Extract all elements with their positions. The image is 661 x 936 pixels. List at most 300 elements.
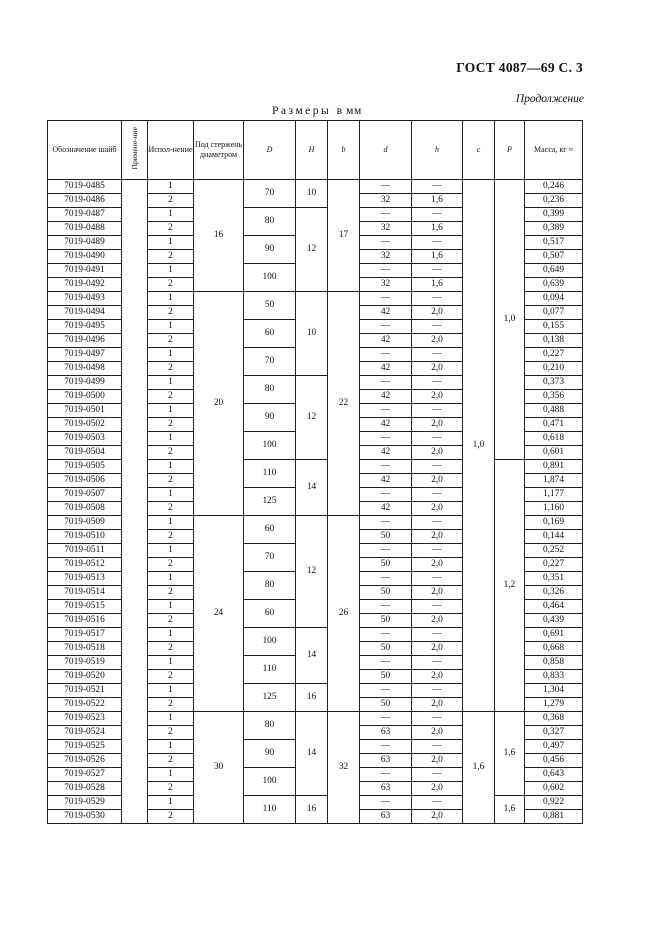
mass-cell: 0,155 <box>525 320 583 334</box>
rod-diameter-cell: 30 <box>194 712 244 824</box>
version-cell: 2 <box>148 362 194 376</box>
mass-cell: 0,227 <box>525 348 583 362</box>
d-cell: 42 <box>360 446 412 460</box>
h-cell: — <box>412 320 463 334</box>
version-cell: 1 <box>148 180 194 194</box>
designation-cell: 7019-0523 <box>48 712 122 726</box>
units-word: Размеры <box>272 105 332 117</box>
d-cell: 63 <box>360 726 412 740</box>
d-cell: 42 <box>360 390 412 404</box>
D-cell: 70 <box>244 180 296 208</box>
h-cell: — <box>412 348 463 362</box>
b-cell: 32 <box>328 712 360 824</box>
h-cell: — <box>412 292 463 306</box>
h-cell: — <box>412 264 463 278</box>
col-mass: Масса, кг ≈ <box>525 121 583 180</box>
version-cell: 2 <box>148 390 194 404</box>
version-cell: 2 <box>148 222 194 236</box>
h-cell: 2,0 <box>412 306 463 320</box>
designation-cell: 7019-0510 <box>48 530 122 544</box>
h-cell: 2,0 <box>412 558 463 572</box>
h-cell: 2,0 <box>412 586 463 600</box>
mass-cell: 0,691 <box>525 628 583 642</box>
h-cell: — <box>412 236 463 250</box>
mass-cell: 0,169 <box>525 516 583 530</box>
version-cell: 1 <box>148 236 194 250</box>
mass-cell: 1,177 <box>525 488 583 502</box>
designation-cell: 7019-0517 <box>48 628 122 642</box>
d-cell: — <box>360 208 412 222</box>
version-cell: 2 <box>148 670 194 684</box>
mass-cell: 0,356 <box>525 390 583 404</box>
h-cell: 2,0 <box>412 334 463 348</box>
mass-cell: 0,858 <box>525 656 583 670</box>
mass-cell: 0,389 <box>525 222 583 236</box>
version-cell: 2 <box>148 782 194 796</box>
mass-cell: 0,881 <box>525 810 583 824</box>
d-cell: 63 <box>360 810 412 824</box>
designation-cell: 7019-0497 <box>48 348 122 362</box>
h-cell: 2,0 <box>412 474 463 488</box>
mass-cell: 0,497 <box>525 740 583 754</box>
washer-dimensions-table <box>47 120 583 824</box>
designation-cell: 7019-0500 <box>48 390 122 404</box>
D-cell: 90 <box>244 740 296 768</box>
h-cell: 1,6 <box>412 194 463 208</box>
mass-cell: 0,668 <box>525 642 583 656</box>
application-cell <box>122 180 148 824</box>
D-cell: 60 <box>244 320 296 348</box>
H-cell: 12 <box>296 208 328 292</box>
h-cell: — <box>412 180 463 194</box>
h-cell: — <box>412 684 463 698</box>
P-cell: 1,2 <box>495 460 525 712</box>
h-cell: — <box>412 404 463 418</box>
mass-cell: 0,602 <box>525 782 583 796</box>
d-cell: — <box>360 404 412 418</box>
units-caption <box>272 105 362 117</box>
col-d: d <box>360 121 412 180</box>
version-cell: 2 <box>148 474 194 488</box>
designation-cell: 7019-0492 <box>48 278 122 292</box>
version-cell: 2 <box>148 306 194 320</box>
version-cell: 1 <box>148 516 194 530</box>
h-cell: 2,0 <box>412 446 463 460</box>
version-cell: 1 <box>148 572 194 586</box>
version-cell: 2 <box>148 642 194 656</box>
designation-cell: 7019-0521 <box>48 684 122 698</box>
version-cell: 1 <box>148 320 194 334</box>
d-cell: 42 <box>360 334 412 348</box>
d-cell: — <box>360 796 412 810</box>
H-cell: 16 <box>296 684 328 712</box>
h-cell: — <box>412 712 463 726</box>
D-cell: 125 <box>244 684 296 712</box>
d-cell: 50 <box>360 558 412 572</box>
version-cell: 2 <box>148 754 194 768</box>
d-cell: 42 <box>360 418 412 432</box>
designation-cell: 7019-0494 <box>48 306 122 320</box>
b-cell: 22 <box>328 292 360 516</box>
mass-cell: 0,639 <box>525 278 583 292</box>
version-cell: 1 <box>148 768 194 782</box>
version-cell: 2 <box>148 334 194 348</box>
d-cell: — <box>360 264 412 278</box>
H-cell: 10 <box>296 180 328 208</box>
h-cell: 2,0 <box>412 810 463 824</box>
designation-cell: 7019-0485 <box>48 180 122 194</box>
table-row <box>48 180 583 194</box>
version-cell: 1 <box>148 712 194 726</box>
D-cell: 90 <box>244 404 296 432</box>
d-cell: 50 <box>360 614 412 628</box>
designation-cell: 7019-0524 <box>48 726 122 740</box>
h-cell: — <box>412 208 463 222</box>
continuation-label: Продолжение <box>515 93 584 105</box>
designation-cell: 7019-0488 <box>48 222 122 236</box>
page-header: ГОСТ 4087—69 С. 3 <box>456 60 583 75</box>
c-cell: 1,0 <box>463 180 495 712</box>
mass-cell: 0,643 <box>525 768 583 782</box>
col-h: h <box>412 121 463 180</box>
col-c: c <box>463 121 495 180</box>
col-application <box>122 121 148 180</box>
mass-cell: 0,246 <box>525 180 583 194</box>
h-cell: 2,0 <box>412 390 463 404</box>
version-cell: 1 <box>148 292 194 306</box>
version-cell: 2 <box>148 250 194 264</box>
header-row <box>48 121 583 180</box>
mass-cell: 0,326 <box>525 586 583 600</box>
mass-cell: 0,210 <box>525 362 583 376</box>
d-cell: 50 <box>360 670 412 684</box>
version-cell: 2 <box>148 418 194 432</box>
h-cell: 1,6 <box>412 222 463 236</box>
h-cell: — <box>412 768 463 782</box>
designation-cell: 7019-0487 <box>48 208 122 222</box>
D-cell: 125 <box>244 488 296 516</box>
D-cell: 80 <box>244 376 296 404</box>
mass-cell: 0,471 <box>525 418 583 432</box>
d-cell: 42 <box>360 306 412 320</box>
h-cell: — <box>412 600 463 614</box>
d-cell: 63 <box>360 782 412 796</box>
d-cell: — <box>360 460 412 474</box>
D-cell: 110 <box>244 796 296 824</box>
mass-cell: 0,094 <box>525 292 583 306</box>
D-cell: 100 <box>244 264 296 292</box>
mass-cell: 0,236 <box>525 194 583 208</box>
D-cell: 90 <box>244 236 296 264</box>
d-cell: 50 <box>360 642 412 656</box>
version-cell: 1 <box>148 460 194 474</box>
D-cell: 110 <box>244 656 296 684</box>
d-cell: 32 <box>360 250 412 264</box>
d-cell: — <box>360 516 412 530</box>
d-cell: 32 <box>360 194 412 208</box>
version-cell: 1 <box>148 656 194 670</box>
designation-cell: 7019-0528 <box>48 782 122 796</box>
h-cell: 2,0 <box>412 362 463 376</box>
designation-cell: 7019-0518 <box>48 642 122 656</box>
D-cell: 70 <box>244 544 296 572</box>
mass-cell: 0,456 <box>525 754 583 768</box>
version-cell: 1 <box>148 432 194 446</box>
h-cell: 1,6 <box>412 250 463 264</box>
h-cell: — <box>412 628 463 642</box>
d-cell: 32 <box>360 222 412 236</box>
d-cell: — <box>360 740 412 754</box>
mass-cell: 0,507 <box>525 250 583 264</box>
d-cell: — <box>360 544 412 558</box>
rod-diameter-cell: 24 <box>194 516 244 712</box>
mass-cell: 0,327 <box>525 726 583 740</box>
designation-cell: 7019-0525 <box>48 740 122 754</box>
d-cell: 42 <box>360 502 412 516</box>
d-cell: — <box>360 656 412 670</box>
h-cell: 2,0 <box>412 782 463 796</box>
h-cell: 2,0 <box>412 698 463 712</box>
version-cell: 2 <box>148 614 194 628</box>
designation-cell: 7019-0519 <box>48 656 122 670</box>
version-cell: 2 <box>148 446 194 460</box>
designation-cell: 7019-0513 <box>48 572 122 586</box>
version-cell: 2 <box>148 530 194 544</box>
col-rod-diameter: Под стержень диаметром <box>194 121 244 180</box>
D-cell: 80 <box>244 208 296 236</box>
mass-cell: 1,160 <box>525 502 583 516</box>
h-cell: — <box>412 376 463 390</box>
designation-cell: 7019-0498 <box>48 362 122 376</box>
version-cell: 1 <box>148 264 194 278</box>
version-cell: 1 <box>148 600 194 614</box>
col-application-label: Примене-ние <box>129 127 139 170</box>
table-body <box>48 180 583 824</box>
h-cell: 2,0 <box>412 614 463 628</box>
rod-diameter-cell: 20 <box>194 292 244 516</box>
version-cell: 2 <box>148 558 194 572</box>
c-cell: 1,6 <box>463 712 495 824</box>
designation-cell: 7019-0493 <box>48 292 122 306</box>
h-cell: 2,0 <box>412 754 463 768</box>
designation-cell: 7019-0508 <box>48 502 122 516</box>
h-cell: — <box>412 488 463 502</box>
designation-cell: 7019-0526 <box>48 754 122 768</box>
version-cell: 2 <box>148 278 194 292</box>
version-cell: 2 <box>148 726 194 740</box>
d-cell: — <box>360 376 412 390</box>
designation-cell: 7019-0504 <box>48 446 122 460</box>
designation-cell: 7019-0512 <box>48 558 122 572</box>
version-cell: 2 <box>148 698 194 712</box>
h-cell: — <box>412 656 463 670</box>
d-cell: 50 <box>360 530 412 544</box>
P-cell: 1,6 <box>495 712 525 796</box>
designation-cell: 7019-0509 <box>48 516 122 530</box>
designation-cell: 7019-0501 <box>48 404 122 418</box>
h-cell: 2,0 <box>412 530 463 544</box>
d-cell: 42 <box>360 362 412 376</box>
version-cell: 1 <box>148 684 194 698</box>
H-cell: 12 <box>296 516 328 628</box>
h-cell: — <box>412 544 463 558</box>
mass-cell: 0,351 <box>525 572 583 586</box>
designation-cell: 7019-0507 <box>48 488 122 502</box>
H-cell: 14 <box>296 712 328 796</box>
designation-cell: 7019-0506 <box>48 474 122 488</box>
mass-cell: 1,874 <box>525 474 583 488</box>
D-cell: 80 <box>244 712 296 740</box>
version-cell: 2 <box>148 586 194 600</box>
D-cell: 70 <box>244 348 296 376</box>
version-cell: 1 <box>148 628 194 642</box>
mass-cell: 0,517 <box>525 236 583 250</box>
d-cell: 63 <box>360 754 412 768</box>
d-cell: — <box>360 432 412 446</box>
version-cell: 2 <box>148 502 194 516</box>
d-cell: 32 <box>360 278 412 292</box>
mass-cell: 0,373 <box>525 376 583 390</box>
version-cell: 1 <box>148 208 194 222</box>
designation-cell: 7019-0514 <box>48 586 122 600</box>
mass-cell: 1,304 <box>525 684 583 698</box>
d-cell: — <box>360 292 412 306</box>
mass-cell: 0,077 <box>525 306 583 320</box>
units-suffix: в мм <box>336 105 362 117</box>
d-cell: 50 <box>360 698 412 712</box>
d-cell: — <box>360 488 412 502</box>
designation-cell: 7019-0505 <box>48 460 122 474</box>
mass-cell: 0,252 <box>525 544 583 558</box>
d-cell: 50 <box>360 586 412 600</box>
mass-cell: 0,833 <box>525 670 583 684</box>
D-cell: 50 <box>244 292 296 320</box>
designation-cell: 7019-0499 <box>48 376 122 390</box>
designation-cell: 7019-0511 <box>48 544 122 558</box>
H-cell: 14 <box>296 628 328 684</box>
col-b: b <box>328 121 360 180</box>
col-version: Испол-нение <box>148 121 194 180</box>
H-cell: 16 <box>296 796 328 824</box>
d-cell: — <box>360 572 412 586</box>
H-cell: 14 <box>296 460 328 516</box>
mass-cell: 0,399 <box>525 208 583 222</box>
D-cell: 60 <box>244 516 296 544</box>
h-cell: 2,0 <box>412 418 463 432</box>
mass-cell: 1,279 <box>525 698 583 712</box>
designation-cell: 7019-0496 <box>48 334 122 348</box>
version-cell: 1 <box>148 488 194 502</box>
mass-cell: 0,488 <box>525 404 583 418</box>
mass-cell: 0,144 <box>525 530 583 544</box>
h-cell: 2,0 <box>412 670 463 684</box>
version-cell: 1 <box>148 740 194 754</box>
d-cell: — <box>360 712 412 726</box>
designation-cell: 7019-0516 <box>48 614 122 628</box>
mass-cell: 0,601 <box>525 446 583 460</box>
mass-cell: 0,922 <box>525 796 583 810</box>
designation-cell: 7019-0490 <box>48 250 122 264</box>
h-cell: — <box>412 740 463 754</box>
col-D: D <box>244 121 296 180</box>
d-cell: — <box>360 348 412 362</box>
mass-cell: 0,439 <box>525 614 583 628</box>
h-cell: 2,0 <box>412 502 463 516</box>
H-cell: 12 <box>296 376 328 460</box>
designation-cell: 7019-0522 <box>48 698 122 712</box>
b-cell: 17 <box>328 180 360 292</box>
d-cell: — <box>360 236 412 250</box>
designation-cell: 7019-0502 <box>48 418 122 432</box>
designation-cell: 7019-0520 <box>48 670 122 684</box>
D-cell: 100 <box>244 628 296 656</box>
designation-cell: 7019-0495 <box>48 320 122 334</box>
rod-diameter-cell: 16 <box>194 180 244 292</box>
version-cell: 1 <box>148 348 194 362</box>
designation-cell: 7019-0529 <box>48 796 122 810</box>
d-cell: — <box>360 180 412 194</box>
D-cell: 80 <box>244 572 296 600</box>
b-cell: 26 <box>328 516 360 712</box>
h-cell: 1,6 <box>412 278 463 292</box>
D-cell: 100 <box>244 432 296 460</box>
designation-cell: 7019-0489 <box>48 236 122 250</box>
mass-cell: 0,891 <box>525 460 583 474</box>
designation-cell: 7019-0530 <box>48 810 122 824</box>
version-cell: 1 <box>148 404 194 418</box>
mass-cell: 0,227 <box>525 558 583 572</box>
designation-cell: 7019-0503 <box>48 432 122 446</box>
d-cell: — <box>360 600 412 614</box>
designation-cell: 7019-0527 <box>48 768 122 782</box>
h-cell: — <box>412 516 463 530</box>
version-cell: 2 <box>148 810 194 824</box>
h-cell: — <box>412 796 463 810</box>
col-P: P <box>495 121 525 180</box>
mass-cell: 0,138 <box>525 334 583 348</box>
d-cell: — <box>360 768 412 782</box>
version-cell: 2 <box>148 194 194 208</box>
h-cell: — <box>412 572 463 586</box>
col-designation: Обозначение шайб <box>48 121 122 180</box>
h-cell: 2,0 <box>412 642 463 656</box>
designation-cell: 7019-0486 <box>48 194 122 208</box>
d-cell: — <box>360 684 412 698</box>
version-cell: 1 <box>148 796 194 810</box>
D-cell: 110 <box>244 460 296 488</box>
h-cell: — <box>412 432 463 446</box>
P-cell: 1,6 <box>495 796 525 824</box>
h-cell: 2,0 <box>412 726 463 740</box>
col-H: H <box>296 121 328 180</box>
mass-cell: 0,464 <box>525 600 583 614</box>
P-cell: 1,0 <box>495 180 525 460</box>
version-cell: 1 <box>148 544 194 558</box>
d-cell: 42 <box>360 474 412 488</box>
designation-cell: 7019-0491 <box>48 264 122 278</box>
d-cell: — <box>360 628 412 642</box>
h-cell: — <box>412 460 463 474</box>
H-cell: 10 <box>296 292 328 376</box>
version-cell: 1 <box>148 376 194 390</box>
mass-cell: 0,618 <box>525 432 583 446</box>
mass-cell: 0,649 <box>525 264 583 278</box>
mass-cell: 0,368 <box>525 712 583 726</box>
designation-cell: 7019-0515 <box>48 600 122 614</box>
d-cell: — <box>360 320 412 334</box>
D-cell: 60 <box>244 600 296 628</box>
D-cell: 100 <box>244 768 296 796</box>
